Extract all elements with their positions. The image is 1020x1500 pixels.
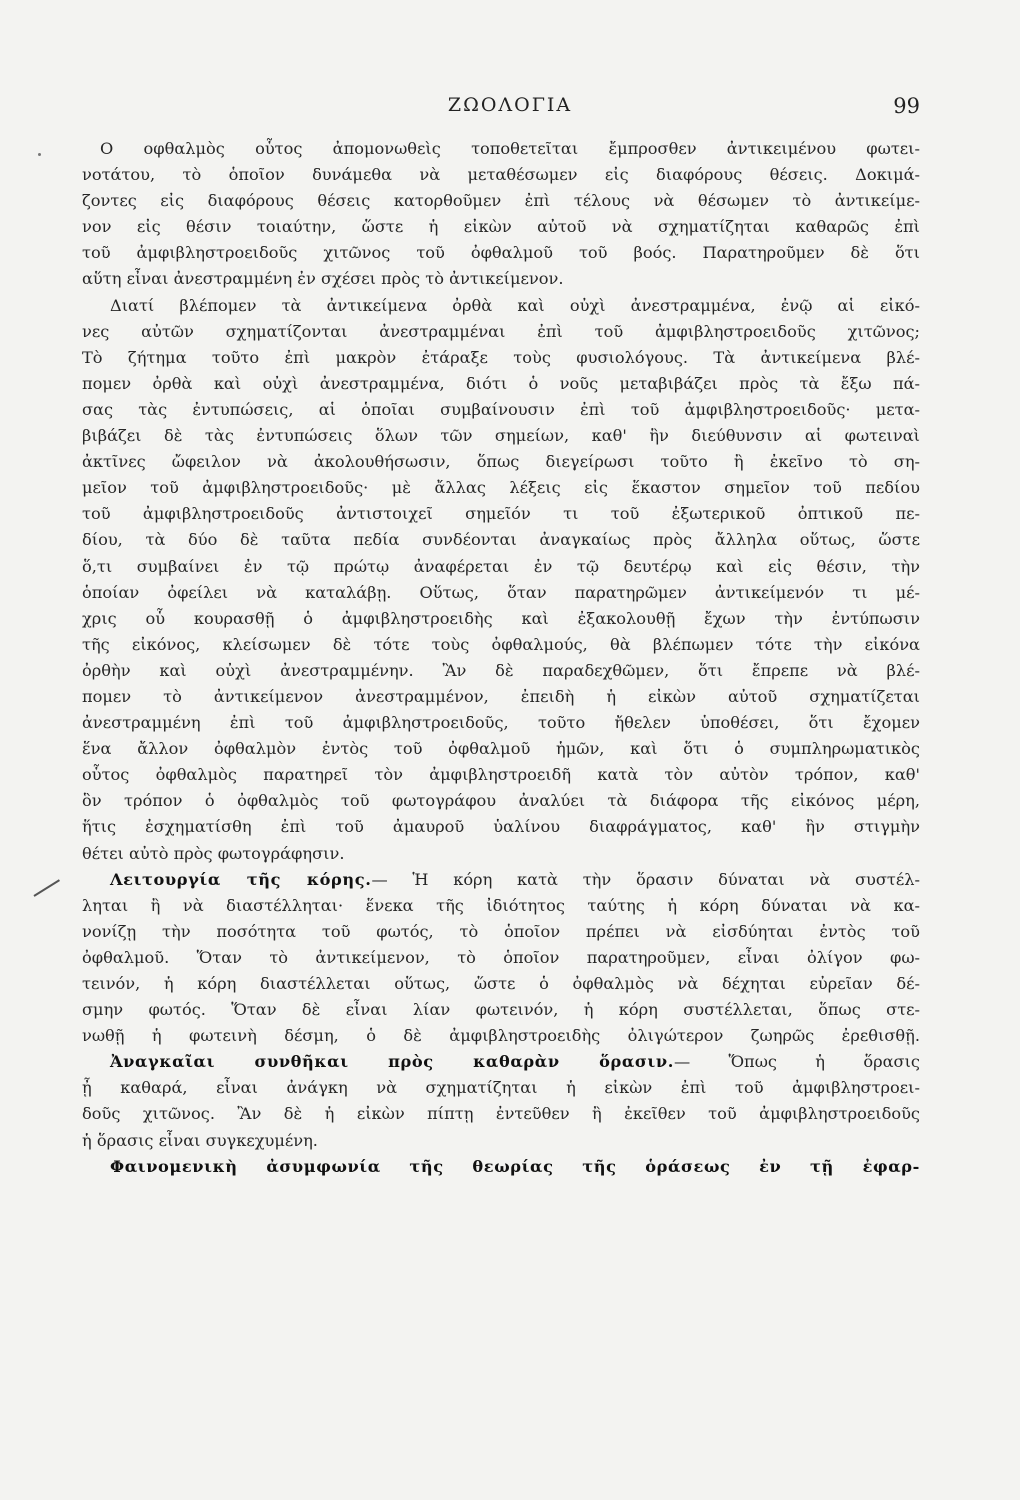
text-line: τῆς εἰκόνος, κλείσωμεν δὲ τότε τοὺς ὀφθαλμούς, θὰ βλέπωμεν τότε τὴν εἰκόνα: [82, 634, 920, 654]
paper-speck: [38, 153, 41, 156]
text-line: ὀφθαλμοῦ. Ὅταν τὸ ἀντικείμενον, τὸ ὁποῖον παρατηροῦμεν, εἶναι ὀλίγον φω-: [82, 947, 920, 967]
text-line: νοτάτου, τὸ ὁποῖον δυνάμεθα νὰ μεταθέσωμεν εἰς διαφόρους θέσεις. Δοκιμά-: [82, 165, 920, 185]
text-line: δίου, τὰ δύο δὲ ταῦτα πεδία συνδέονται ἀναγκαίως πρὸς ἄλληλα οὕτως, ὥστε: [82, 530, 920, 550]
text-line: δοῦς χιτῶνος. Ἂν δὲ ἡ εἰκὼν πίπτῃ ἐντεῦθεν ἢ ἐκεῖθεν τοῦ ἀμφιβληστροειδοῦς: [82, 1104, 920, 1124]
text-line: μεῖον τοῦ ἀμφιβληστροειδοῦς· μὲ ἄλλας λέξεις εἰς ἕκαστον σημεῖον τοῦ πεδίου: [82, 478, 920, 498]
text-line: τοῦ ἀμφιβληστροειδοῦς χιτῶνος τοῦ ὀφθαλμοῦ τοῦ βοός. Παρατηροῦμεν δὲ ὅτι: [82, 243, 920, 263]
text-line: αὕτη εἶναι ἀνεστραμμένη ἐν σχέσει πρὸς τὸ ἀντικείμενον.: [82, 269, 564, 289]
text-line: ὁποίαν ὀφείλει νὰ καταλάβῃ. Οὕτως, ὅταν παρατηρῶμεν ἀντικείμενόν τι μέ-: [82, 582, 920, 602]
text-line: νονίζῃ τὴν ποσότητα τοῦ φωτός, τὸ ὁποῖον πρέπει νὰ εἰσδύηται ἐντὸς τοῦ: [82, 921, 920, 941]
body-text: [82, 136, 920, 1180]
section-first-line: [82, 1049, 920, 1075]
text-line: Τὸ ζήτημα τοῦτο ἐπὶ μακρὸν ἐτάραξε τοὺς φυσιολόγους. Τὰ ἀντικείμενα βλέ-: [82, 347, 920, 367]
text-line: ᾖ καθαρά, εἶναι ἀνάγκη νὰ σχηματίζηται ἡ εἰκὼν ἐπὶ τοῦ ἀμφιβληστροει-: [82, 1078, 920, 1098]
margin-pencil-mark: [33, 879, 60, 897]
text-line: χρις οὗ κουρασθῇ ὁ ἀμφιβληστροειδὴς καὶ ἐξακολουθῇ ἔχων τὴν ἐντύπωσιν: [82, 608, 920, 628]
text-line: νωθῇ ἡ φωτεινὴ δέσμη, ὁ δὲ ἀμφιβληστροειδὴς ὀλιγώτερον ζωηρῶς ἐρεθισθῇ.: [82, 1026, 920, 1046]
page-number: 99: [893, 94, 920, 118]
text-line: πομεν ὀρθὰ καὶ οὐχὶ ἀνεστραμμένα, διότι ὁ νοῦς μεταβιβάζει πρὸς τὰ ἔξω πά-: [82, 373, 920, 393]
text-line: ὃν τρόπον ὁ ὀφθαλμὸς τοῦ φωτογράφου ἀναλύει τὰ διάφορα τῆς εἰκόνος μέρη,: [82, 791, 920, 811]
section-first-line: [82, 1154, 920, 1180]
running-title: ΖΩΟΛΟΓΙΑ: [447, 94, 573, 116]
section-heading: Φαινομενικὴ ἀσυμφωνία τῆς θεωρίας τῆς ὁράσεως ἐν τῇ ἐφαρ-: [110, 1156, 920, 1176]
text-line: βιβάζει δὲ τὰς ἐντυπώσεις ὅλων τῶν σημείων, καθ' ἣν διεύθυνσιν αἱ φωτειναὶ: [82, 426, 920, 446]
text-line: θέτει αὐτὸ πρὸς φωτογράφησιν.: [82, 843, 345, 863]
text-run: — Ὅπως ἡ ὅρασις: [673, 1052, 920, 1072]
page-header: [0, 94, 1020, 124]
section-heading: Λειτουργία τῆς κόρης.: [110, 869, 372, 889]
text-line: νες αὐτῶν σχηματίζονται ἀνεστραμμέναι ἐπὶ τοῦ ἀμφιβληστροειδοῦς χιτῶνος;: [82, 321, 920, 341]
text-line: σμην φωτός. Ὅταν δὲ εἶναι λίαν φωτεινόν, ἡ κόρη συστέλλεται, ὅπως στε-: [82, 1000, 920, 1020]
text-line: ἡ ὅρασις εἶναι συγκεχυμένη.: [82, 1130, 318, 1150]
text-line: νον εἰς θέσιν τοιαύτην, ὥστε ἡ εἰκὼν αὐτοῦ νὰ σχηματίζηται καθαρῶς ἐπὶ: [82, 217, 920, 237]
text-run: — Ἡ κόρη κατὰ τὴν ὅρασιν δύναται νὰ συστέλ-: [371, 869, 920, 889]
text-line: ληται ἢ νὰ διαστέλληται· ἕνεκα τῆς ἰδιότητος ταύτης ἡ κόρη δύναται νὰ κα-: [82, 895, 920, 915]
section-first-line: [82, 867, 920, 893]
text-line: ζοντες εἰς διαφόρους θέσεις κατορθοῦμεν ἐπὶ τέλους νὰ θέσωμεν τὸ ἀντικείμε-: [82, 191, 920, 211]
text-line: Ο οφθαλμὸς οὗτος ἀπομονωθεὶς τοποθετεῖται ἔμπροσθεν ἀντικειμένου φωτει-: [100, 139, 920, 158]
text-line: ἀκτῖνες ὤφειλον νὰ ἀκολουθήσωσιν, ὅπως διεγείρωσι τοῦτο ἢ ἐκεῖνο τὸ ση-: [82, 452, 920, 472]
text-line: ὀρθὴν καὶ οὐχὶ ἀνεστραμμένην. Ἂν δὲ παραδεχθῶμεν, ὅτι ἔπρεπε νὰ βλέ-: [82, 660, 920, 680]
section-heading: Ἀναγκαῖαι συνθῆκαι πρὸς καθαρὰν ὅρασιν.: [110, 1052, 674, 1072]
text-line: οὗτος ὀφθαλμὸς παρατηρεῖ τὸν ἀμφιβληστροειδῆ κατὰ τὸν αὐτὸν τρόπον, καθ': [82, 765, 920, 785]
text-line: ἕνα ἄλλον ὀφθαλμὸν ἐντὸς τοῦ ὀφθαλμοῦ ἡμῶν, καὶ ὅτι ὁ συμπληρωματικὸς: [82, 739, 920, 759]
text-line: τεινόν, ἡ κόρη διαστέλλεται οὕτως, ὥστε ὁ ὀφθαλμὸς νὰ δέχηται εὐρεῖαν δέ-: [82, 974, 920, 993]
text-line: ὅ,τι συμβαίνει ἐν τῷ πρώτῳ ἀναφέρεται ἐν τῷ δευτέρῳ καὶ εἰς θέσιν, τὴν: [82, 556, 920, 576]
text-line: πομεν τὸ ἀντικείμενον ἀνεστραμμένον, ἐπειδὴ ἡ εἰκὼν αὐτοῦ σχηματίζεται: [82, 686, 920, 706]
text-line: ἥτις ἐσχηματίσθη ἐπὶ τοῦ ἀμαυροῦ ὑαλίνου διαφράγματος, καθ' ἣν στιγμὴν: [82, 817, 920, 837]
text-line: τοῦ ἀμφιβληστροειδοῦς ἀντιστοιχεῖ σημεῖόν τι τοῦ ἐξωτερικοῦ ὀπτικοῦ πε-: [82, 504, 920, 524]
text-line: σας τὰς ἐντυπώσεις, αἱ ὁποῖαι συμβαίνουσιν ἐπὶ τοῦ ἀμφιβληστροειδοῦς· μετα-: [82, 399, 920, 419]
text-line: ἀνεστραμμένη ἐπὶ τοῦ ἀμφιβληστροειδοῦς, τοῦτο ἤθελεν ὑποθέσει, ὅτι ἔχομεν: [82, 713, 920, 733]
text-line: Διατί βλέπομεν τὰ ἀντικείμενα ὀρθὰ καὶ οὐχὶ ἀνεστραμμένα, ἐνῷ αἱ εἰκό-: [110, 295, 920, 315]
